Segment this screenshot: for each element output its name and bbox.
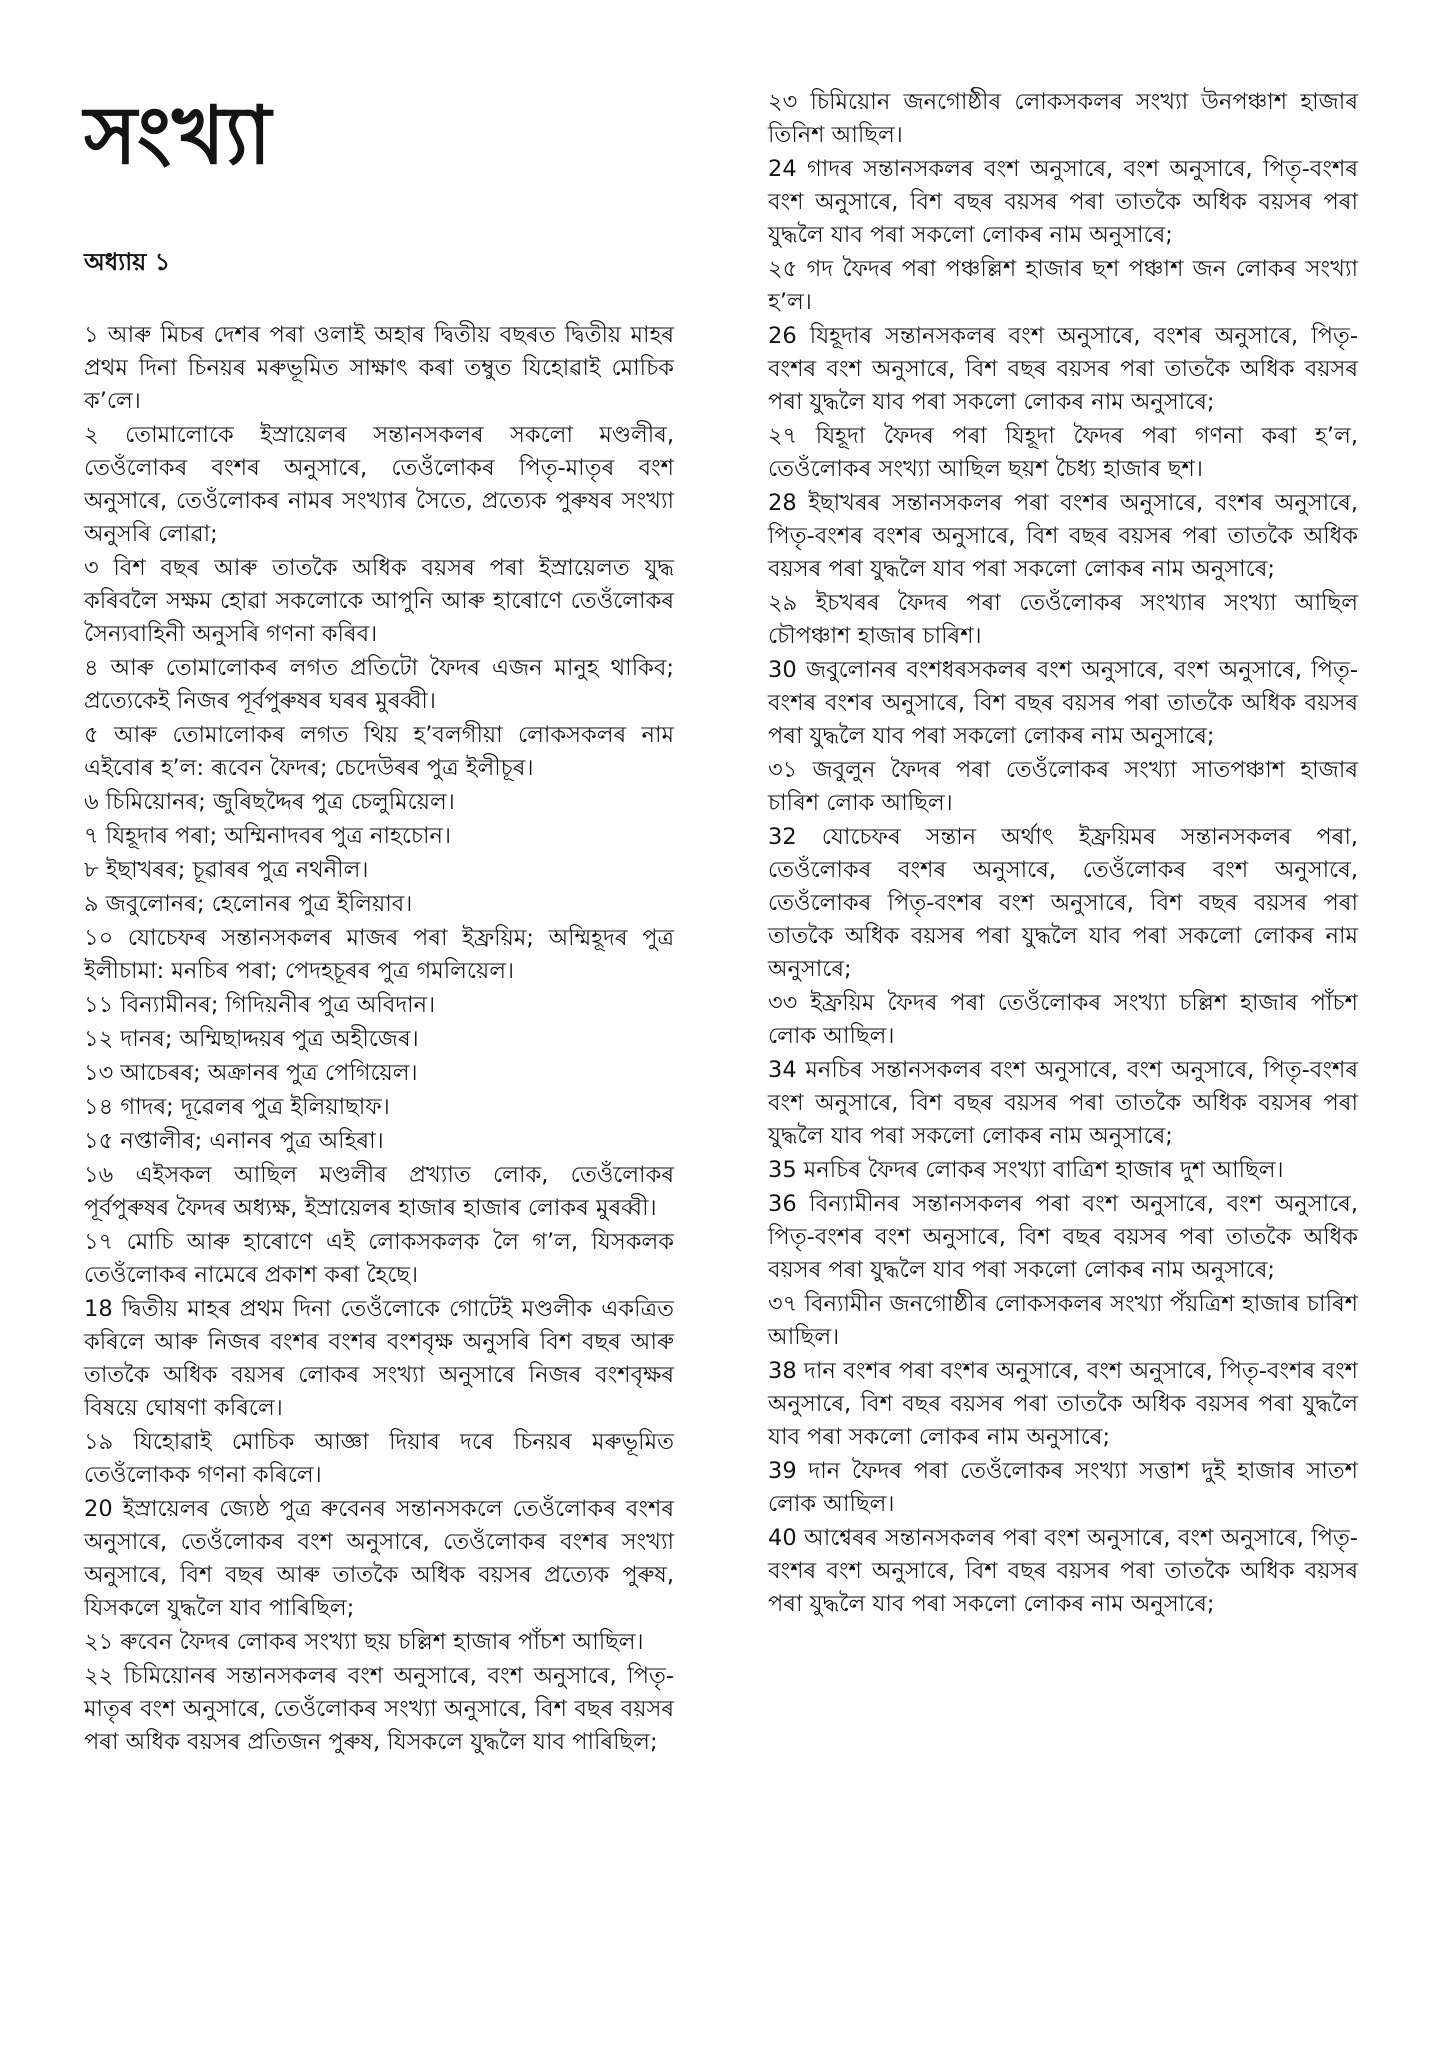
verse: ২১ ৰুবেন ফৈদৰ লোকৰ সংখ্যা ছয় চল্লিশ হাজাৰ পাঁচশ আছিল।: [84, 1628, 644, 1655]
verse: ২৭ যিহূদা ফৈদৰ পৰা যিহূদা ফৈদৰ পৰা গণনা কৰা হ’ল, তেওঁলোকৰ সংখ্যা আছিল ছয়শ চৈধ্য হাজাৰ ছশ।: [768, 423, 1358, 482]
verse: ১৩ আচেৰৰ; অক্ৰানৰ পুত্ৰ পেগিয়েল।: [84, 1059, 418, 1086]
right-column: [768, 86, 1358, 1622]
verse: ১৬ এইসকল আছিল মণ্ডলীৰ প্ৰখ্যাত লোক, তেওঁলোকৰ পূৰ্বপুৰুষৰ ফৈদৰ অধ্যক্ষ, ইস্ৰায়েলৰ হাজাৰ হাজাৰ লোকৰ মুৰব্বী।: [84, 1161, 674, 1221]
verse: ৭ যিহূদাৰ পৰা; অম্মিনাদবৰ পুত্ৰ নাহচোন।: [84, 822, 452, 849]
verse: ৩৭ বিন্যামীন জনগোষ্ঠীৰ লোকসকলৰ সংখ্যা পঁয়ত্ৰিশ হাজাৰ চাৰিশ আছিল।: [768, 1291, 1358, 1350]
verse: 39 দান ফৈদৰ পৰা তেওঁলোকৰ সংখ্যা সত্তাশ দুই হাজাৰ সাতশ লোক আছিল।: [768, 1458, 1358, 1517]
verse: ২৯ ইচখৰৰ ফৈদৰ পৰা তেওঁলোকৰ সংখ্যাৰ সংখ্যা আছিল চৌপঞ্চাশ হাজাৰ চাৰিশ।: [768, 590, 1358, 649]
verse: ১ আৰু মিচৰ দেশৰ পৰা ওলাই অহাৰ দ্বিতীয় বছৰত দ্বিতীয় মাহৰ প্ৰথম দিনা চিনয়ৰ মৰুভূমিত সাক্ষাৎ কৰা তম্বুত যিহোৱাই মোচিক ক’লে।: [84, 321, 674, 414]
verse: ৬ চিমিয়োনৰ; জুৰিছদ্দৈৰ পুত্ৰ চেলুমিয়েল।: [84, 788, 455, 815]
verse: ৩৩ ইফ্ৰয়িম ফৈদৰ পৰা তেওঁলোকৰ সংখ্যা চল্লিশ হাজাৰ পাঁচশ লোক আছিল।: [768, 990, 1358, 1049]
book-title: সংখ্যা: [84, 89, 273, 182]
verse: ১২ দানৰ; অম্মিছাদ্দয়ৰ পুত্ৰ অহীজেৰ।: [84, 1025, 419, 1052]
verse: ২ তোমালোকে ইস্ৰায়েলৰ সন্তানসকলৰ সকলো মণ্ডলীৰ, তেওঁলোকৰ বংশৰ অনুসাৰে, তেওঁলোকৰ পিতৃ-মাতৃৰ বংশ অনুসাৰে, তেওঁলোকৰ নামৰ সংখ্যাৰ সৈতে, প্ৰত্যেক পুৰুষৰ সংখ্যা অনুসৰি লোৱা;: [84, 421, 674, 547]
verse: ৫ আৰু তোমালোকৰ লগত থিয় হ’বলগীয়া লোকসকলৰ নাম এইবোৰ হ’ল: ৰূবেন ফৈদৰ; চেদেউৰৰ পুত্ৰ ইলীচূৰ।: [84, 721, 674, 781]
verse: ৯ জবুলোনৰ; হেলোনৰ পুত্ৰ ইলিয়াব।: [84, 890, 413, 917]
verse: 40 আশ্বেৰৰ সন্তানসকলৰ পৰা বংশ অনুসাৰে, বংশ অনুসাৰে, পিতৃ-বংশৰ বংশ অনুসাৰে, বিশ বছৰ বয়সৰ পৰা তাতকৈ অধিক বয়সৰ পৰা যুদ্ধলৈ যাব পৰা সকলো লোকৰ নাম অনুসাৰে;: [768, 1525, 1358, 1617]
verse: 32 যোচেফৰ সন্তান অৰ্থাৎ ইফ্ৰয়িমৰ সন্তানসকলৰ পৰা, তেওঁলোকৰ বংশৰ অনুসাৰে, তেওঁলোকৰ বংশ অনুসাৰে, তেওঁলোকৰ পিতৃ-বংশৰ বংশ অনুসাৰে, বিশ বছৰ বয়সৰ পৰা তাতকৈ অধিক বয়সৰ পৰা যুদ্ধলৈ যাব পৰা সকলো লোকৰ নাম অনুসাৰে;: [768, 824, 1358, 982]
verse: 24 গাদৰ সন্তানসকলৰ বংশ অনুসাৰে, বংশ অনুসাৰে, পিতৃ-বংশৰ বংশ অনুসাৰে, বিশ বছৰ বয়সৰ পৰা তাতকৈ অধিক বয়সৰ পৰা যুদ্ধলৈ যাব পৰা সকলো লোকৰ নাম অনুসাৰে;: [768, 156, 1358, 248]
verse: 18 দ্বিতীয় মাহৰ প্ৰথম দিনা তেওঁলোকে গোটেই মণ্ডলীক একত্ৰিত কৰিলে আৰু নিজৰ বংশৰ বংশৰ বংশবৃক্ষ অনুসৰি বিশ বছৰ আৰু তাতকৈ অধিক বয়সৰ লোকৰ সংখ্যা অনুসাৰে নিজৰ বংশবৃক্ষৰ বিষয়ে ঘোষণা কৰিলে।: [84, 1295, 674, 1421]
chapter-heading: অধ্যায় ১: [84, 248, 171, 276]
verse: ১১ বিন্যামীনৰ; গিদিয়নীৰ পুত্ৰ অবিদান।: [84, 991, 436, 1018]
verse: 28 ইছাখৰৰ সন্তানসকলৰ পৰা বংশৰ অনুসাৰে, বংশৰ অনুসাৰে, পিতৃ-বংশৰ বংশৰ অনুসাৰে, বিশ বছৰ বয়সৰ পৰা তাতকৈ অধিক বয়সৰ পৰা যুদ্ধলৈ যাব পৰা সকলো লোকৰ নাম অনুসাৰে;: [768, 490, 1358, 582]
verse: ১৪ গাদৰ; দূৱেলৰ পুত্ৰ ইলিয়াছাফ।: [84, 1093, 390, 1120]
verse: ৩ বিশ বছৰ আৰু তাতকৈ অধিক বয়সৰ পৰা ইস্ৰায়েলত যুদ্ধ কৰিবলৈ সক্ষম হোৱা সকলোকে আপুনি আৰু হাৰোণে তেওঁলোকৰ সৈন্যবাহিনী অনুসৰি গণনা কৰিব।: [84, 554, 674, 647]
verse: ১০ যোচেফৰ সন্তানসকলৰ মাজৰ পৰা ইফ্ৰয়িম; অম্মিহূদৰ পুত্ৰ ইলীচামা: মনচিৰ পৰা; পেদহচূৰৰ পুত্ৰ গমলিয়েল।: [84, 924, 674, 984]
verse: ১৫ নপ্তালীৰ; এনানৰ পুত্ৰ অহিৰা।: [84, 1127, 384, 1154]
verse: 26 যিহূদাৰ সন্তানসকলৰ বংশ অনুসাৰে, বংশৰ অনুসাৰে, পিতৃ-বংশৰ বংশ অনুসাৰে, বিশ বছৰ বয়সৰ পৰা তাতকৈ অধিক বয়সৰ পৰা যুদ্ধলৈ যাব পৰা সকলো লোকৰ নাম অনুসাৰে;: [768, 323, 1358, 415]
verse: ৪ আৰু তোমালোকৰ লগত প্ৰতিটো ফৈদৰ এজন মানুহ থাকিব; প্ৰত্যেকেই নিজৰ পূৰ্বপুৰুষৰ ঘৰৰ মুৰব্বী।: [84, 654, 674, 714]
verse: ২৫ গদ ফৈদৰ পৰা পঞ্চল্লিশ হাজাৰ ছশ পঞ্চাশ জন লোকৰ সংখ্যা হ’ল।: [768, 256, 1358, 315]
verse: ১৭ মোচি আৰু হাৰোণে এই লোকসকলক লৈ গ’ল, যিসকলক তেওঁলোকৰ নামেৰে প্ৰকাশ কৰা হৈছে।: [84, 1228, 674, 1288]
left-column: [84, 89, 674, 1760]
verse: 38 দান বংশৰ পৰা বংশৰ অনুসাৰে, বংশ অনুসাৰে, পিতৃ-বংশৰ বংশ অনুসাৰে, বিশ বছৰ বয়সৰ পৰা তাতকৈ অধিক বয়সৰ পৰা যুদ্ধলৈ যাব পৰা সকলো লোকৰ নাম অনুসাৰে;: [768, 1358, 1358, 1450]
verse: 35 মনচিৰ ফৈদৰ লোকৰ সংখ্যা বাত্ৰিশ হাজাৰ দুশ আছিল।: [768, 1157, 1284, 1183]
verse: ২৩ চিমিয়োন জনগোষ্ঠীৰ লোকসকলৰ সংখ্যা উনপঞ্চাশ হাজাৰ তিনিশ আছিল।: [768, 89, 1358, 148]
verse: ২২ চিমিয়োনৰ সন্তানসকলৰ বংশ অনুসাৰে, বংশ অনুসাৰে, পিতৃ-মাতৃৰ বংশ অনুসাৰে, তেওঁলোকৰ সংখ্যা অনুসাৰে, বিশ বছৰ বয়সৰ পৰা অধিক বয়সৰ প্ৰতিজন পুৰুষ, যিসকলে যুদ্ধলৈ যাব পাৰিছিল;: [84, 1662, 674, 1755]
verse: ১৯ যিহোৱাই মোচিক আজ্ঞা দিয়াৰ দৰে চিনয়ৰ মৰুভূমিত তেওঁলোকক গণনা কৰিলে।: [84, 1428, 674, 1488]
verse: ৮ ইছাখৰৰ; চূৱাৰৰ পুত্ৰ নথনীল।: [84, 856, 369, 883]
verse: 30 জবুলোনৰ বংশধৰসকলৰ বংশ অনুসাৰে, বংশ অনুসাৰে, পিতৃ-বংশৰ বংশৰ অনুসাৰে, বিশ বছৰ বয়সৰ পৰা তাতকৈ অধিক বয়সৰ পৰা যুদ্ধলৈ যাব পৰা সকলো লোকৰ নাম অনুসাৰে;: [768, 657, 1358, 749]
verse: 20 ইস্ৰায়েলৰ জ্যেষ্ঠ পুত্ৰ ৰুবেনৰ সন্তানসকলে তেওঁলোকৰ বংশৰ অনুসাৰে, তেওঁলোকৰ বংশ অনুসাৰে, তেওঁলোকৰ বংশৰ সংখ্যা অনুসাৰে, বিশ বছৰ আৰু তাতকৈ অধিক বয়সৰ প্ৰত্যেক পুৰুষ, যিসকলে যুদ্ধলৈ যাব পাৰিছিল;: [84, 1495, 674, 1621]
verse: ৩১ জবুলুন ফৈদৰ পৰা তেওঁলোকৰ সংখ্যা সাতপঞ্চাশ হাজাৰ চাৰিশ লোক আছিল।: [768, 757, 1358, 816]
verse: 36 বিন্যামীনৰ সন্তানসকলৰ পৰা বংশ অনুসাৰে, বংশ অনুসাৰে, পিতৃ-বংশৰ বংশ অনুসাৰে, বিশ বছৰ বয়সৰ পৰা তাতকৈ অধিক বয়সৰ পৰা যুদ্ধলৈ যাব পৰা সকলো লোকৰ নাম অনুসাৰে;: [768, 1191, 1358, 1283]
verse: 34 মনচিৰ সন্তানসকলৰ বংশ অনুসাৰে, বংশ অনুসাৰে, পিতৃ-বংশৰ বংশ অনুসাৰে, বিশ বছৰ বয়সৰ পৰা তাতকৈ অধিক বয়সৰ পৰা যুদ্ধলৈ যাব পৰা সকলো লোকৰ নাম অনুসাৰে;: [768, 1057, 1358, 1149]
